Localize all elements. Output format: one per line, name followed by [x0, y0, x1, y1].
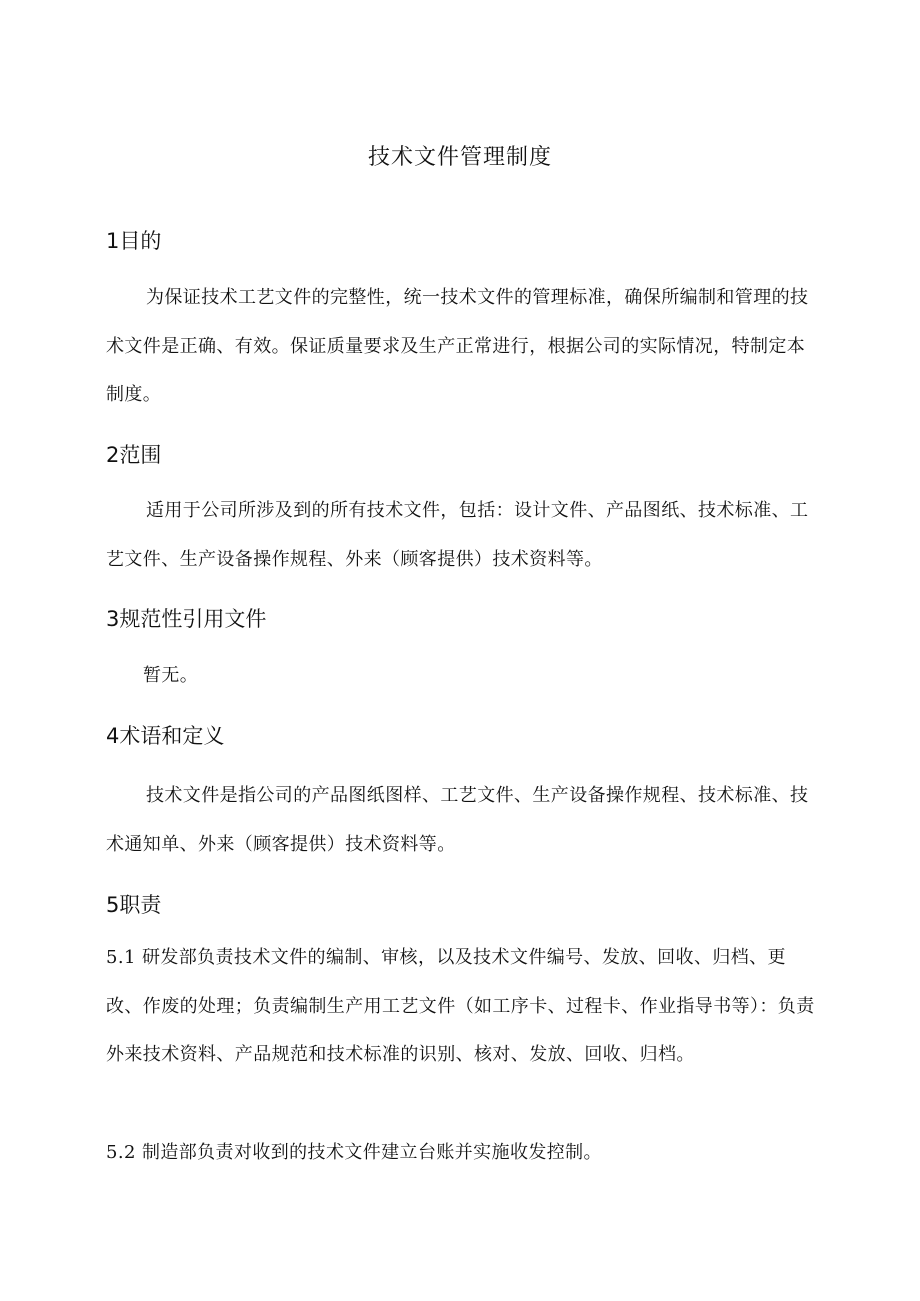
section-heading-terms: 4术语和定义	[106, 724, 225, 748]
section-body-scope: 适用于公司所涉及到的所有技术文件，包括：设计文件、产品图纸、技术标准、工艺文件、生产设备操作规程、外来（顾客提供）技术资料等。	[106, 500, 809, 570]
section-heading-purpose: 1目的	[106, 229, 162, 253]
section-body-purpose: 为保证技术工艺文件的完整性，统一技术文件的管理标准，确保所编制和管理的技术文件是正确、有效。保证质量要求及生产正常进行，根据公司的实际情况，特制定本制度。	[106, 287, 809, 405]
responsibility-item-5-2: 5.2 制造部负责对收到的技术文件建立台账并实施收发控制。	[106, 1142, 602, 1163]
section-heading-responsibilities: 5职责	[106, 893, 162, 917]
section-heading-references: 3规范性引用文件	[106, 607, 267, 631]
section-body-references: 暂无。	[143, 665, 199, 686]
document-title: 技术文件管理制度	[367, 145, 552, 170]
section-body-terms: 技术文件是指公司的产品图纸图样、工艺文件、生产设备操作规程、技术标准、技术通知单、外来（顾客提供）技术资料等。	[106, 785, 809, 855]
responsibility-item-5-1: 5.1 研发部负责技术文件的编制、审核，以及技术文件编号、发放、回收、归档、更改、作废的处理；负责编制生产用工艺文件（如工序卡、过程卡、作业指导书等）：负责外来技术资料、产品规范和技术标准的识别、核对、发放、回收、归档。	[106, 947, 815, 1065]
section-heading-scope: 2范围	[106, 443, 162, 467]
